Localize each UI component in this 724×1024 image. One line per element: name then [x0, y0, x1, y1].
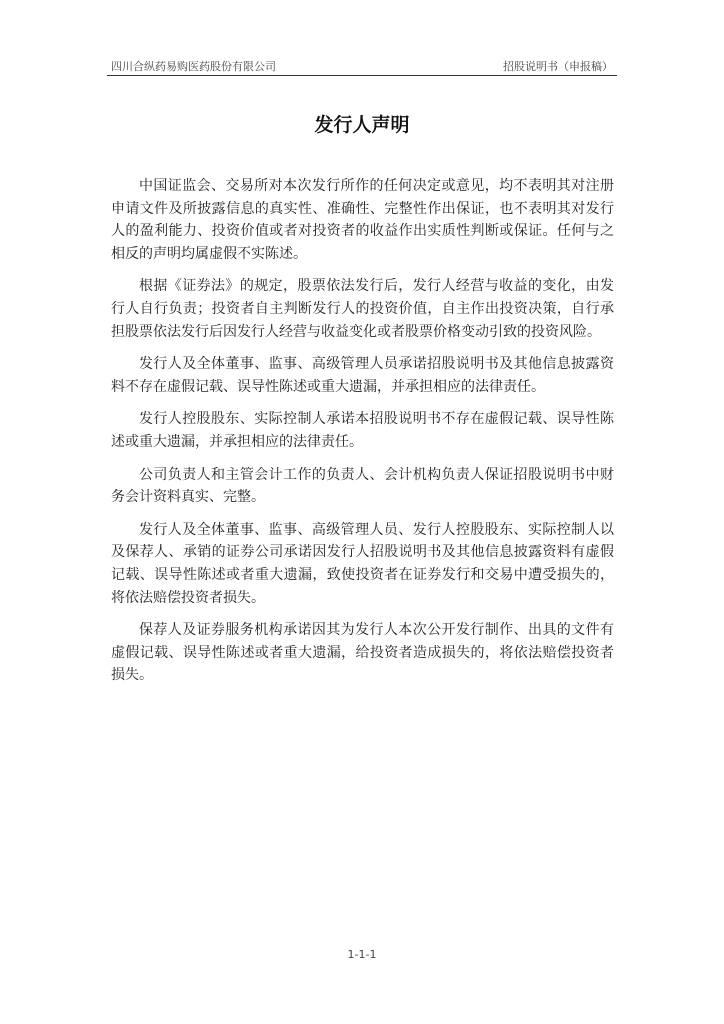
- paragraph: 中国证监会、交易所对本次发行所作的任何决定或意见，均不表明其对注册申请文件及所披露信息的真实性、准确性、完整性作出保证，也不表明其对发行人的盈利能力、投资价值或者对投资者的收益作出实质性判断或保证。任何与之相反的声明均属虚假不实陈述。: [111, 178, 614, 262]
- page-number: 1-1-1: [347, 948, 377, 961]
- paragraph: 公司负责人和主管会计工作的负责人、会计机构负责人保证招股说明书中财务会计资料真实、完整。: [111, 466, 614, 506]
- page-title: 发行人声明: [314, 114, 410, 136]
- paragraph: 发行人及全体董事、监事、高级管理人员承诺招股说明书及其他信息披露资料不存在虚假记载、误导性陈述或重大遗漏，并承担相应的法律责任。: [111, 356, 614, 395]
- paragraph: 发行人控股股东、实际控制人承诺本招股说明书不存在虚假记载、误导性陈述或重大遗漏，并承担相应的法律责任。: [111, 411, 614, 450]
- page-header: [107, 55, 617, 76]
- statement-body: [111, 175, 614, 697]
- paragraph: 保荐人及证券服务机构承诺因其为发行人本次公开发行制作、出具的文件有虚假记载、误导性陈述或者重大遗漏，给投资者造成损失的，将依法赔偿投资者损失。: [111, 622, 614, 684]
- paragraph: 发行人及全体董事、监事、高级管理人员、发行人控股股东、实际控制人以及保荐人、承销的证券公司承诺因发行人招股说明书及其他信息披露资料有虚假记载、误导性陈述或者重大遗漏，致使投资者在证券发行和交易中遭受损失的，将依法赔偿投资者损失。: [111, 521, 614, 606]
- header-company-name: 四川合纵药易购医药股份有限公司: [111, 60, 276, 73]
- header-document-type: 招股说明书（申报稿）: [503, 60, 613, 73]
- paragraph: 根据《证券法》的规定，股票依法发行后，发行人经营与收益的变化，由发行人自行负责；投资者自主判断发行人的投资价值，自主作出投资决策，自行承担股票依法发行后因发行人经营与收益变化或者股票价格变动引致的投资风险。: [111, 278, 614, 340]
